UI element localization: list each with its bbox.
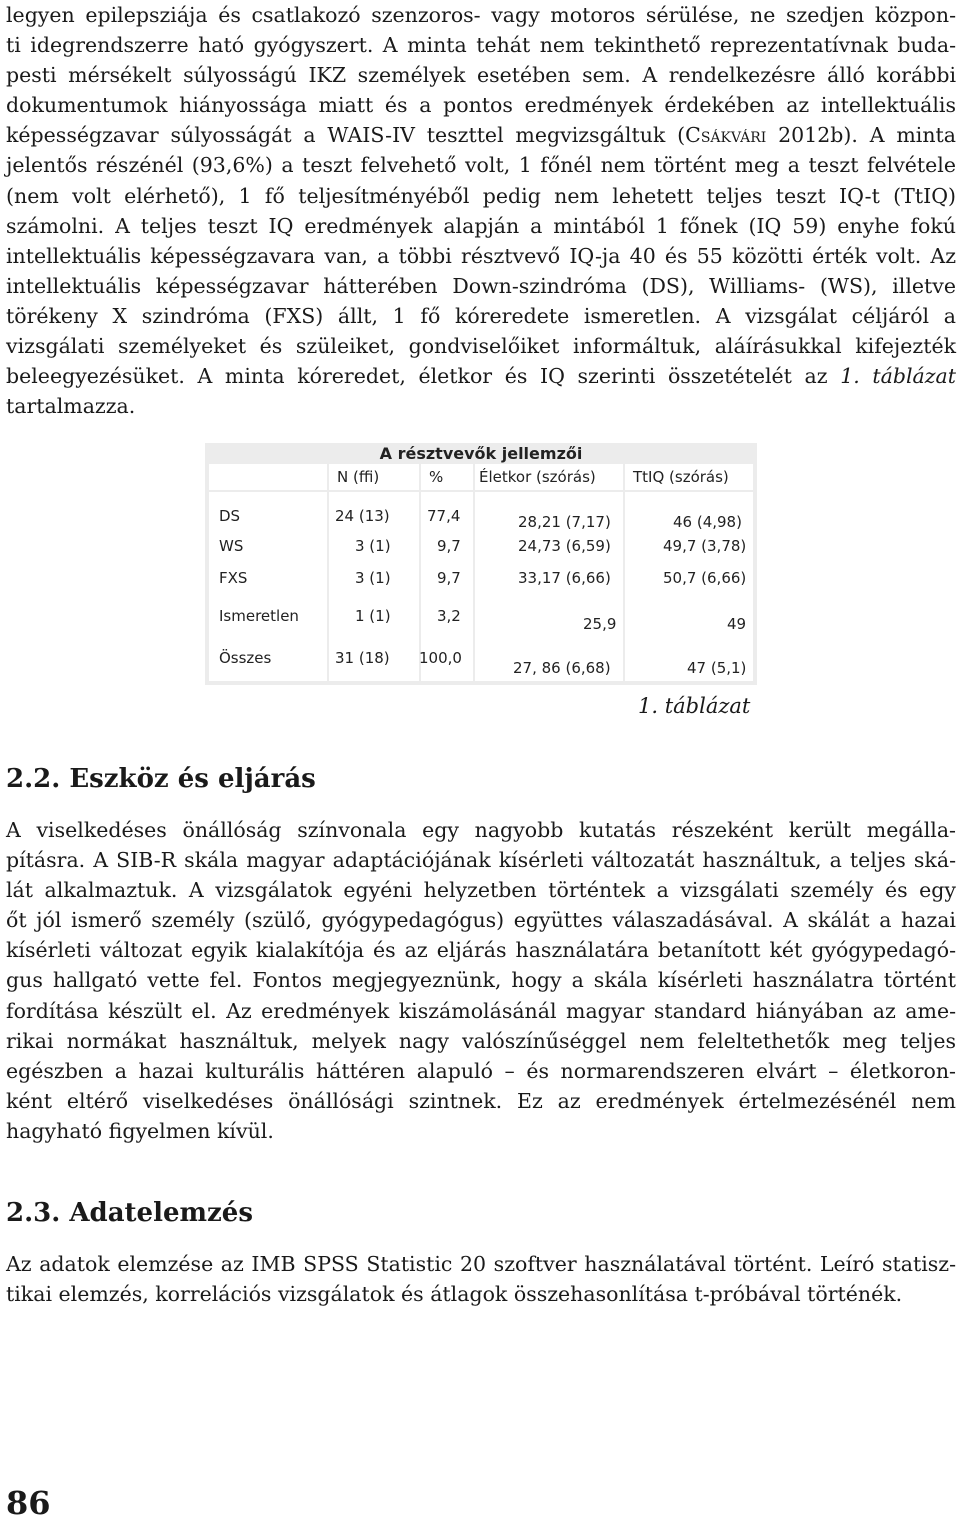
citation-author: Csákvári [685,123,767,148]
text-line: lát alkalmaztuk. A vizsgálatok egyéni helyzetben történtek a vizsgálati személy és egy [6,878,956,903]
table-cell: Ismeretlen [219,607,299,625]
table-cell: 3 (1) [355,569,391,587]
table-cell: 33,17 (6,66) [518,569,611,587]
text-line: tartalmazza. [6,394,136,419]
text-line: fordítása készült el. Az eredmények kiszámolásánál magyar standard hiányában az ame- [6,998,956,1023]
text-line: egészben a hazai kulturális háttéren alapuló – és normarendszeren elvárt – életkoron- [6,1058,956,1083]
table-cell: 24 (13) [335,507,390,525]
text-line: legyen epilepsziája és csatlakozó szenzoros- vagy motoros sérülése, ne szedjen közpon- [6,3,956,27]
section-paragraph [6,815,956,1146]
table-cell: 47 (5,1) [687,659,747,677]
section-heading: 2.3. Adatelemzés [6,1198,253,1228]
text-line: A viselkedéses önállóság színvonala egy nagyobb kutatás részeként került megálla- [6,818,956,842]
text-line: rikai normákat használtuk, melyek nagy valószínűséggel nem feleltethetők meg teljes [6,1028,956,1053]
table-caption: 1. táblázat [638,694,751,718]
section-heading: 2.2. Eszköz és eljárás [6,764,316,794]
table-cell: 24,73 (6,59) [518,537,611,555]
table-cell: 3,2 [437,607,461,625]
intro-paragraph [6,0,956,421]
table-header-cell [209,464,327,490]
table-cell: WS [219,537,244,555]
participants-table [205,443,757,685]
table-cell: 50,7 (6,66) [663,569,747,587]
text-line: tikai elemzés, korrelációs vizsgálatok és átlagok összehasonlítása t-próbával történék. [6,1282,903,1307]
table-cell: Összes [219,649,272,667]
table-cell: 1 (1) [355,607,391,625]
text-line: gus hallgató vette fel. Fontos megjegyeznünk, hogy a skála kísérleti használatra történt [6,968,956,993]
text-line: pesti mérsékelt súlyosságú IKZ személyek esetében sem. A rendelkezésre álló korábbi [6,63,956,88]
table-header-cell: % [421,464,473,490]
table-cell: 49,7 (3,78) [663,537,747,555]
text-line: Az adatok elemzése az IMB SPSS Statistic 20 szoftver használatával történt. Leíró statisz- [6,1252,956,1276]
table-cell: 77,4 [427,507,461,525]
text-line-citation: képességzavar súlyosságát a WAIS-IV teszttel megvizsgáltuk (Csákvári 2012b). A minta [6,123,956,148]
table-cell: 25,9 [583,615,617,633]
text-line: törékeny X szindróma (FXS) állt, 1 fő kóreredete ismeretlen. A vizsgálat céljáról a [6,303,956,328]
text-line: kísérleti változat egyik kialakítója és az eljárás használatára betanított két gyógypedagó- [6,938,956,963]
text-line: pításra. A SIB-R skála magyar adaptációjának kísérleti változatát használtuk, a teljes ská- [6,848,956,873]
table-cell: 100,0 [419,649,462,667]
table-cell: 9,7 [437,537,461,555]
table-cell: 49 [727,615,747,633]
table-header-cell: Életkor (szórás) [475,464,623,490]
text-line: (nem volt elérhető), 1 fő teljesítményéből pedig nem lehetett teljes teszt IQ-t (TtIQ) [6,183,956,208]
text-line: dokumentumok hiányossága miatt és a pontos eredmények érdekében az intellektuális [6,93,956,118]
page-number: 86 [6,1484,51,1522]
table-cell: 28,21 (7,17) [518,513,611,531]
text-line: őt jól ismerő személy (szülő, gyógypedagógus) együttes válaszadásával. A skálát a hazai [6,908,956,933]
table-cell: 46 (4,98) [673,513,742,531]
text-line: vizsgálati személyeket és szüleiket, gondviselőiket informáltuk, aláírásukkal kifejezték [6,334,956,359]
table-cell: 27, 86 (6,68) [513,659,611,677]
table-cell: 9,7 [437,569,461,587]
table-reference: 1. táblázat [840,364,957,389]
table-header-cell: TtIQ (szórás) [625,464,753,490]
text-line: ként eltérő viselkedéses önállósági szintnek. Ez az eredmények értelmezésénél nem [6,1088,956,1113]
table-cell: 3 (1) [355,537,391,555]
table-cell: FXS [219,569,248,587]
section-paragraph [6,1249,956,1309]
table-cell: 31 (18) [335,649,390,667]
text-line: jelentős részénél (93,6%) a teszt felvehető volt, 1 főnél nem történt meg a teszt felvétele [6,153,956,178]
text-line: intellektuális képességzavar hátterében Down-szindróma (DS), Williams- (WS), illetve [6,273,956,298]
text-line: ti idegrendszerre ható gyógyszert. A minta tehát nem tekinthető reprezentatívnak buda- [6,33,956,58]
table-title: A résztvevők jellemzői [379,444,583,463]
text-line-tableref: beleegyezésüket. A minta kóreredet, életkor és IQ szerinti összetételét az 1. táblázat [6,364,957,389]
text-line: hagyható figyelmen kívül. [6,1118,274,1143]
text-line: számolni. A teljes teszt IQ eredmények alapján a mintából 1 főnek (IQ 59) enyhe fokú [6,213,956,238]
table-header-cell: N (ffi) [329,464,419,490]
text-line: intellektuális képességzavara van, a többi résztvevő IQ-ja 40 és 55 közötti érték volt. Az [6,243,956,268]
table-cell: DS [219,507,241,525]
